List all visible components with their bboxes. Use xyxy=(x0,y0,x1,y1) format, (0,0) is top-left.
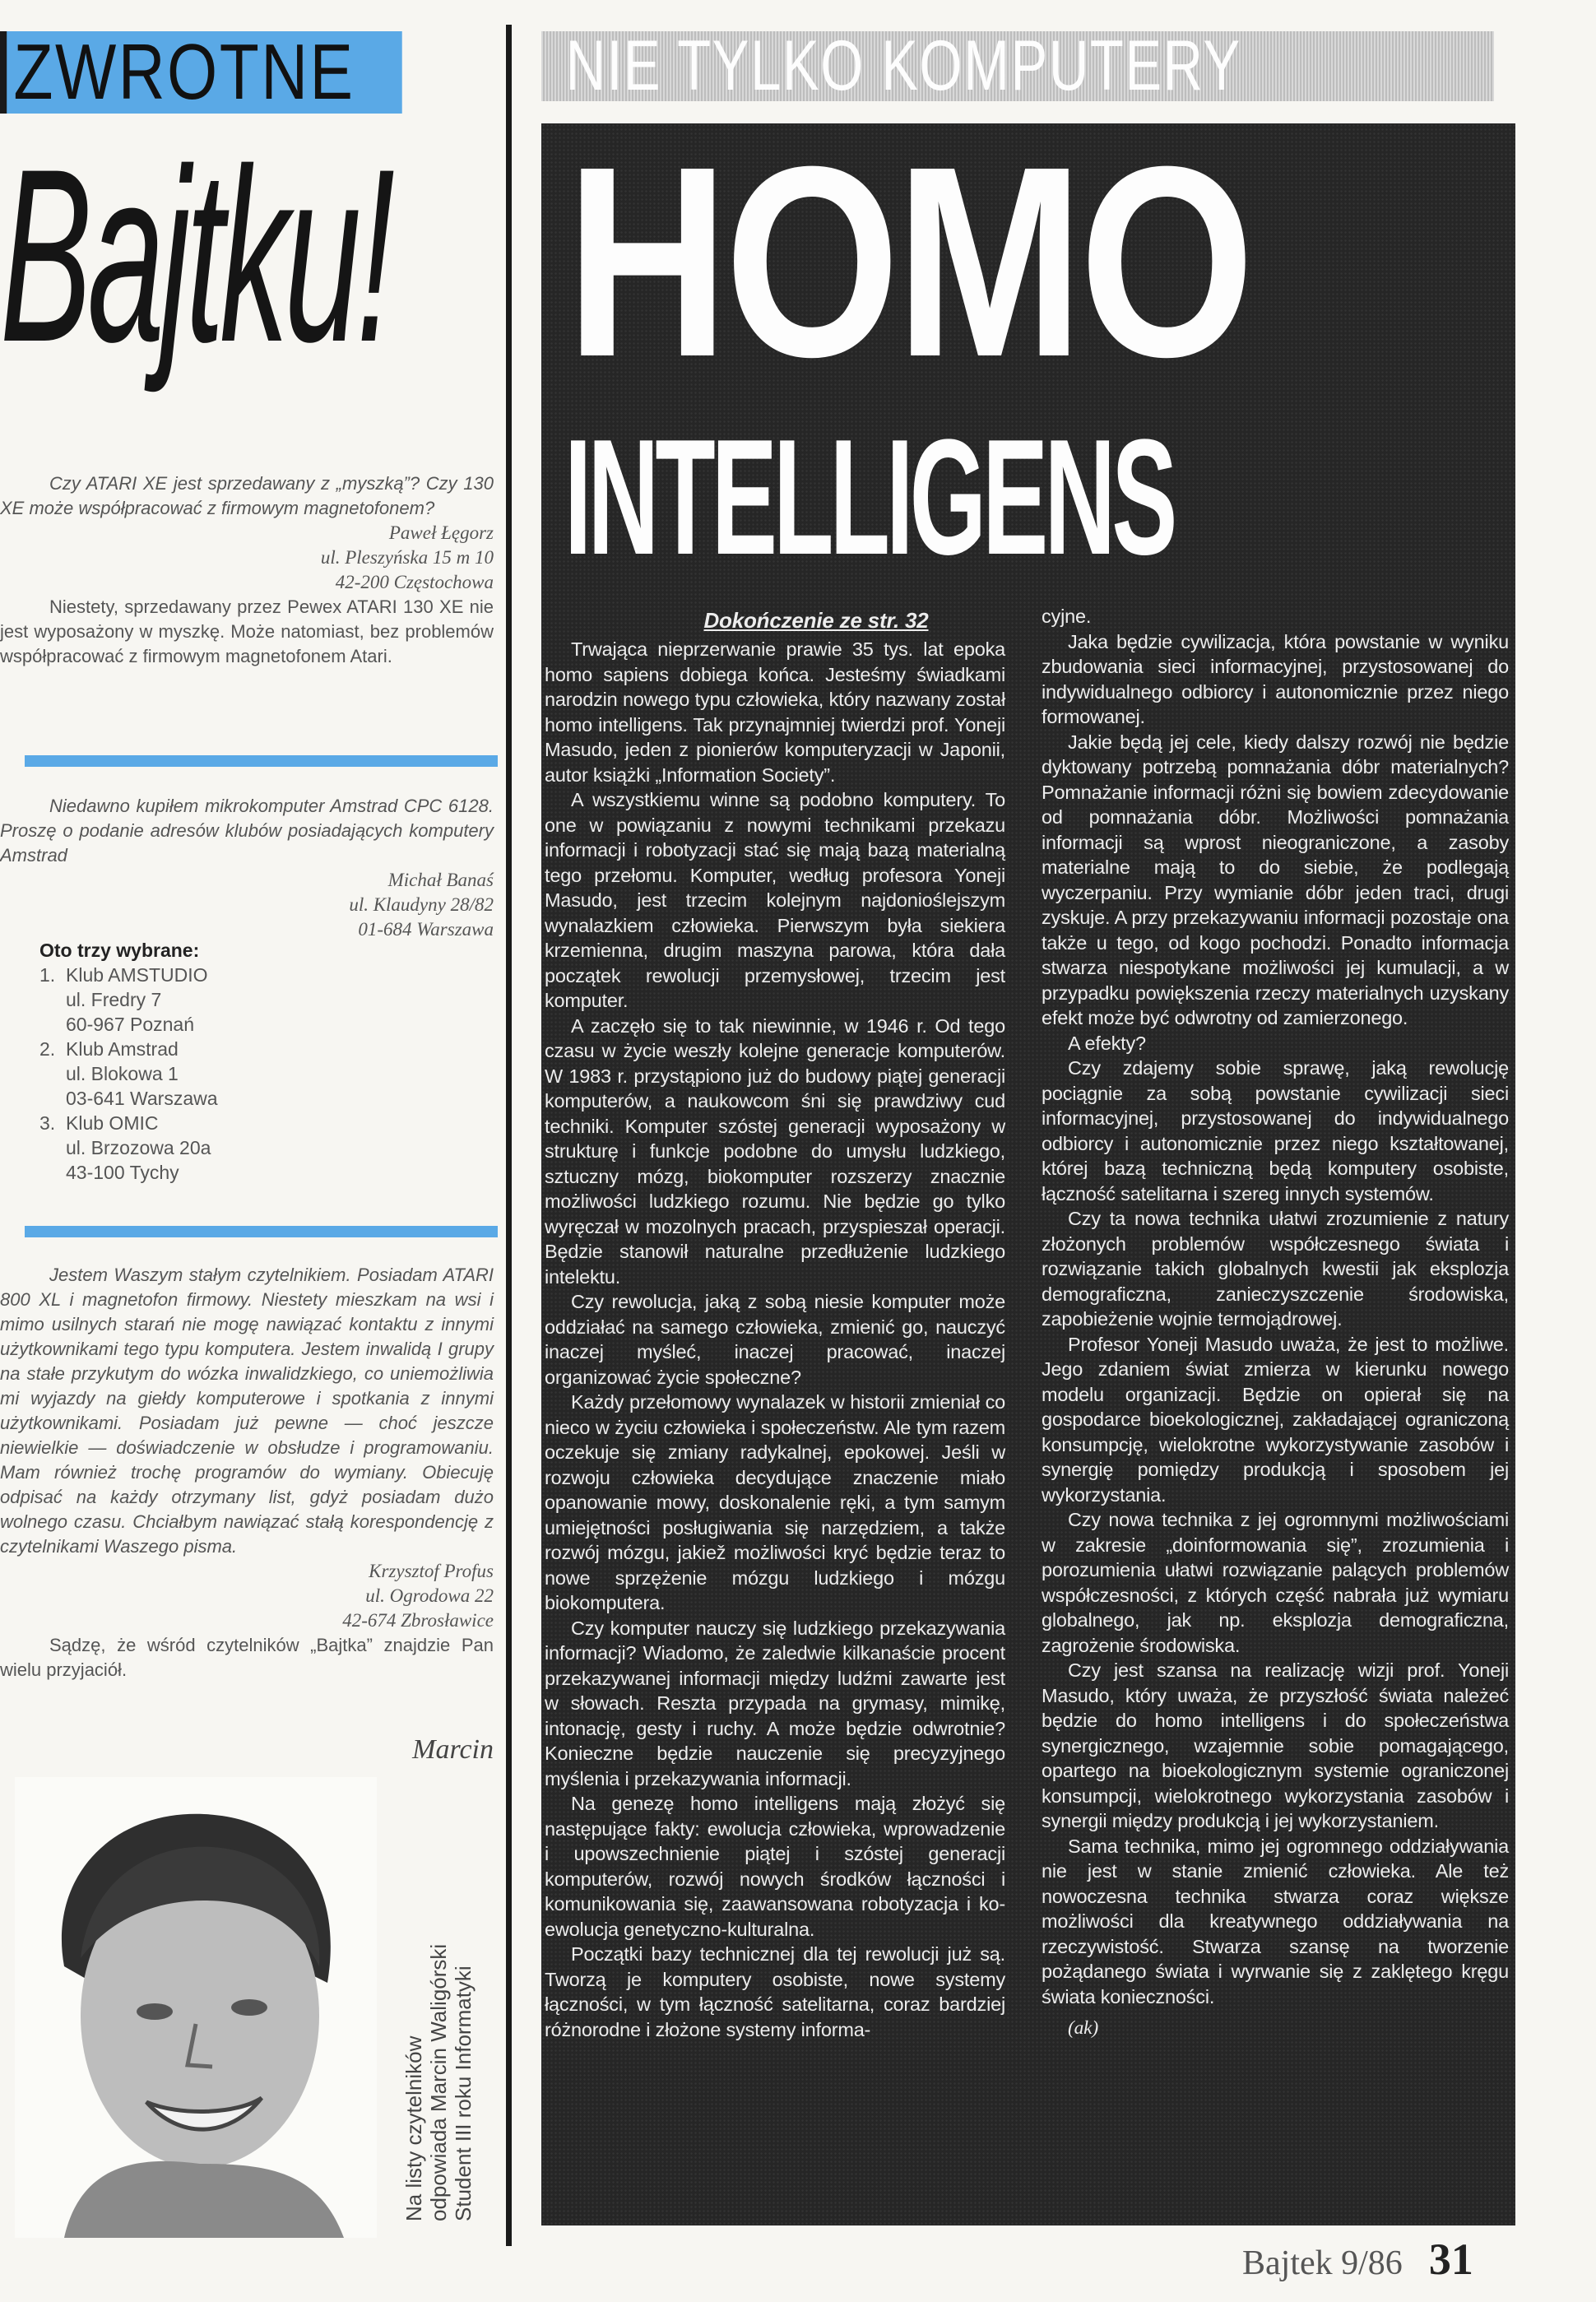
article-paragraph: A zaczęło się to tak niewinnie, w 1946 r. Od tego czasu w życie weszły kolejne generacje komputerów. W 1983 r. przystąpiono już do budowy piątej generacji komputerów, a naukowcom śni się prawdziwy cud techniki. Komputer szóstej generacji wyposażony w strukturę i funkcje podobne do umysłu ludzkiego, sztuczny mózg, biokomputer rozszerzy znacznie możliwości ludzkiego rozumu. Nie będzie go tylko wyręczał w mozolnych pracach, przyspieszał operacji. Będzie stanowił naturalne przedłużenie ludzkiego intelektu. xyxy=(545,1014,1005,1288)
reader-letters-column xyxy=(0,0,503,2302)
headline-homo: HOMO xyxy=(566,109,1251,413)
headline-intelligens: INTELLIGENS xyxy=(564,406,1174,589)
club-list-heading: Oto trzy wybrane: xyxy=(39,940,200,961)
article-paragraph: Czy rewolucja, jaką z sobą niesie komputer może oddziałać na samego człowieka, zmienić go, nauczyć inaczej myśleć, inaczej pracować, inaczej organizować życie społeczne? xyxy=(545,1291,1005,1388)
letter-3-question: Jestem Waszym stałym czytelnikiem. Posiadam ATARI 800 XL i magnetofon firmowy. Niestety mieszkam na wsi i mimo usilnych starań nie mogę nawiązać kontaktu z innymi użytkownikami tego typu komputera. Jestem inwalidą I grupy na stałe przykutym do wózka inwalidzkiego, co uniemożliwia mi wyjazdy na giełdy komputerowe i spotkania z innymi użytkownikami. Posiadam już pewne — choć jeszcze niewielkie — doświadczenie w obsłudze i programowaniu. Mam również trochę programów do wymiany. Obiecuję odpisać na każdy otrzymany list, gdyż posiadam dużo wolnego czasu. Chciałbym nawiązać stałą korespondencję z czytelnikami Waszego pisma. xyxy=(0,1265,494,1557)
article-paragraph: cyjne. xyxy=(1042,606,1092,627)
letter-1-signature-name: Paweł Łęgorz xyxy=(388,522,494,543)
article-paragraph: Sama technika, mimo jej ogromnego oddziaływania nie jest w stanie zmienić człowieka. Ale też nowoczesna technika stwarza coraz większe możliwości dla kreatywnego oddziaływania na rzeczywistość. Stwarza szansę na tworzenie pożądanego świata i wyrwanie się z zaklętego kręgu świata konieczności. xyxy=(1042,1835,1509,2007)
author-initials: (ak) xyxy=(1068,2017,1099,2039)
article-paragraph: Jakie będą jej cele, kiedy dalszy rozwój nie będzie dyktowany potrzebą pomnażania dóbr materialnych? Pomnażanie informacji różni się bowiem zdecydowanie od pomnażania dóbr. Możliwości pomnażania informacji są wprost nieograniczone, a zasoby materialne mają to do siebie, że podlegają wyczerpaniu. Przy wymianie dóbr jeden traci, drugi zyskuje. A przy przekazywaniu informacji pozostaje ona także u tego, od kogo pochodzi. Ponadto informacja stwarza niespotykane możliwości jej kumulacji, a w przypadku powiększenia rzeczy materialnych uzyskany efekt może być odwrotny od zamierzonego. xyxy=(1042,731,1509,1028)
article-paragraph: Na genezę homo intelligens mają złożyć się następujące fakty: ewolucja człowieka, wprowadzenie i upowszechnienie piątej i szóstej generacji komputerów, rozwój nowych środków łączności i komunikowania się, zaawansowana robotyzacja i ko-ewolucja genetyczno-kulturalna. xyxy=(545,1793,1005,1940)
portrait-photo xyxy=(15,1777,377,2238)
letter-2-signature-name: Michał Banaś xyxy=(387,870,494,890)
photo-caption: Na listy czytelników odpowiada Marcin Waligórski Student III roku Informatyki xyxy=(401,1943,476,2221)
article-paragraph: Trwająca nieprzerwanie prawie 35 tys. lat epoka homo sapiens dobiega końca. Jesteśmy świadkami narodzin nowego typu człowieka, który nazwany został homo intelligens. Tak przynajmniej twierdzi prof. Yoneji Masudo, jeden z pionierów komputeryzacji w Japonii, autor książki „Information Society”. xyxy=(545,638,1005,786)
letter-3-signature-city: 42-674 Zbrosławice xyxy=(342,1610,494,1631)
column-divider xyxy=(506,25,512,2246)
article-paragraph: Czy nowa technika z jej ogromnymi możliwościami w zakresie „doinformowania się”, zrozumienia i porozumienia ułatwi rozwiązanie palących problemów współczesności, z których część nabrała już wymiaru globalnego, jak np. eksplozja demograficzna, zagrożenie środowiska. xyxy=(1042,1509,1509,1656)
page-number: 31 xyxy=(1428,2235,1473,2284)
article-column-2 xyxy=(1042,604,1509,2041)
separator-bar xyxy=(25,1226,498,1237)
letter-1-signature-city: 42-200 Częstochowa xyxy=(335,572,494,592)
club-list xyxy=(39,938,369,1185)
letter-2-signature-street: ul. Klaudyny 28/82 xyxy=(349,894,494,915)
article-paragraph: Czy komputer nauczy się ludzkiego przekazywania informacji? Wiadomo, że zaledwie kilkanaście procent przekazywanej informacji między ludźmi zawarte jest w słowach. Reszta przypada na grymasy, mimikę, intonację, gesty i ruchy. A może będzie odwrotnie? Konieczne będzie nauczenie się precyzyjnego myślenia i przekazywania informacji. xyxy=(545,1617,1005,1789)
letter-3-answer: Sądzę, że wśród czytelników „Bajtka” znajdzie Pan wielu przyjaciół. xyxy=(0,1635,494,1680)
article-paragraph: Jaka będzie cywilizacja, która powstanie w wyniku zbudowania sieci informacyjnej, przystosowanej do indywidualnego odbiorcy i autonomicznie przez niego formowanej. xyxy=(1042,630,1509,727)
article-paragraph: Profesor Yoneji Masudo uważa, że jest to możliwe. Jego zdaniem świat zmierza w kierunku nowego modelu organizacji. Będzie on opierał się na gospodarce bioekologicznej, zakładającej ograniczoną konsumpcję, wielokrotne wykorzystywanie zasobów i synergię pomiędzy produkcją i sposobem jej wykorzystania. xyxy=(1042,1333,1509,1506)
article-paragraph: A wszystkiemu winne są podobno komputery. To one w powiązaniu z nowymi technikami przekazu informacji i robotyzacji stać się mają bazą materialną tego przełomu. Komputer, według profesora Yoneji Masudo, jest trzecim kolejnym najdonioślejszym wynalazkiem człowieka. Pierwszym była siekiera krzemienna, drugim maszyna parowa, która dała początek rewolucji przemysłowej, trzecim jest komputer. xyxy=(545,789,1005,1011)
continuation-note: Dokończenie ze str. 32 xyxy=(703,608,929,633)
letter-1-question: Czy ATARI XE jest sprzedawany z „myszką”? Czy 130 XE może współpracować z firmowym magnetofonem? xyxy=(0,473,494,518)
issue-label: Bajtek 9/86 xyxy=(1242,2244,1403,2282)
letter-1-answer: Niestety, sprzedawany przez Pewex ATARI 130 XE nie jest wyposażony w myszkę. Może natomiast, bez problemów współpracować z firmowym magnetofonem Atari. xyxy=(0,596,494,666)
letter-3-signature-name: Krzysztof Profus xyxy=(369,1561,494,1581)
letter-1-signature-street: ul. Pleszyńska 15 m 10 xyxy=(320,547,494,568)
answer-signature: Marcin xyxy=(412,1734,494,1765)
letter-3 xyxy=(0,1263,494,1682)
column-title-bajtku: Bajtku! xyxy=(0,117,391,393)
club-item: 3. Klub OMIC ul. Brzozowa 20a 43-100 Tychy xyxy=(39,1112,211,1183)
club-item: 2. Klub Amstrad ul. Blokowa 1 03-641 Warszawa xyxy=(39,1038,218,1109)
letter-2-question: Niedawno kupiłem mikrokomputer Amstrad CPC 6128. Proszę o podanie adresów klubów posiadających komputery Amstrad xyxy=(0,796,494,866)
article-paragraph: Każdy przełomowy wynalazek w historii zmieniał co nieco w życiu człowieka i społeczeństw. Ale tym razem oczekuje się zmiany radykalnej, epokowej. Jeśli w rozwoju człowieka decydujące znaczenie miało opanowanie mowy, doskonalenie ręki, a tym samym umiejętności posługiwania się narzędziem, a także rozwój mózgu, jakiež możliwości kryć będzie teraz to nowe sprzężenie mózgu ludzkiego i mózgu biokomputera. xyxy=(545,1391,1005,1613)
club-item: 1. Klub AMSTUDIO ul. Fredry 7 60-967 Poznań xyxy=(39,964,208,1035)
page-footer xyxy=(1242,2234,1514,2285)
article-paragraph: Początki bazy technicznej dla tej rewolucji już są. Tworzą je komputery osobiste, nowe systemy łączności, w tym łączność satelitarna, coraz bardziej różnorodne i złożone systemy informa- xyxy=(545,1943,1005,2040)
section-label-zwrotne: ZWROTNE xyxy=(0,31,402,114)
article-paragraph: Czy zdajemy sobie sprawę, jaką rewolucję pociągnie za sobą powstanie cywilizacji sieci informacyjnej, przystosowanej do indywidualnego odbiorcy i autonomicznie przez niego kształtowanej, której bazą techniczną będą komputery osobiste, łączność satelitarna i szereg innych systemów. xyxy=(1042,1057,1509,1204)
article-column-1 xyxy=(545,604,1005,2042)
article-paragraph: Czy jest szansa na realizację wizji prof. Yoneji Masudo, który uważa, że przyszłość świata należeć będzie do homo intelligens i do społeczeństwa synergicznego, wzajemnie sobie pomagającego, opartego na bioekologicznym systemie ograniczonej konsumpcji, wielokrotnego wykorzystania zasobów i synergii między produkcją i jej wykorzystaniem. xyxy=(1042,1659,1509,1831)
letter-1 xyxy=(0,471,494,669)
letter-3-signature-street: ul. Ogrodowa 22 xyxy=(365,1585,494,1606)
article-paragraph: A efekty? xyxy=(1068,1032,1146,1054)
separator-bar xyxy=(25,755,498,767)
article-paragraph: Czy ta nowa technika ułatwi zrozumienie z natury złożonych problemów współczesnego świata i rozwiązanie takich globalnych kwestii jak eksplozja demograficzna, zanieczyszczenie środowiska, zapobieżenie wojnie termojądrowej. xyxy=(1042,1208,1509,1330)
letter-2 xyxy=(0,794,494,942)
section-label-nie-tylko-komputery: NIE TYLKO KOMPUTERY xyxy=(541,31,1494,101)
letter-2-signature-city: 01-684 Warszawa xyxy=(358,919,494,940)
